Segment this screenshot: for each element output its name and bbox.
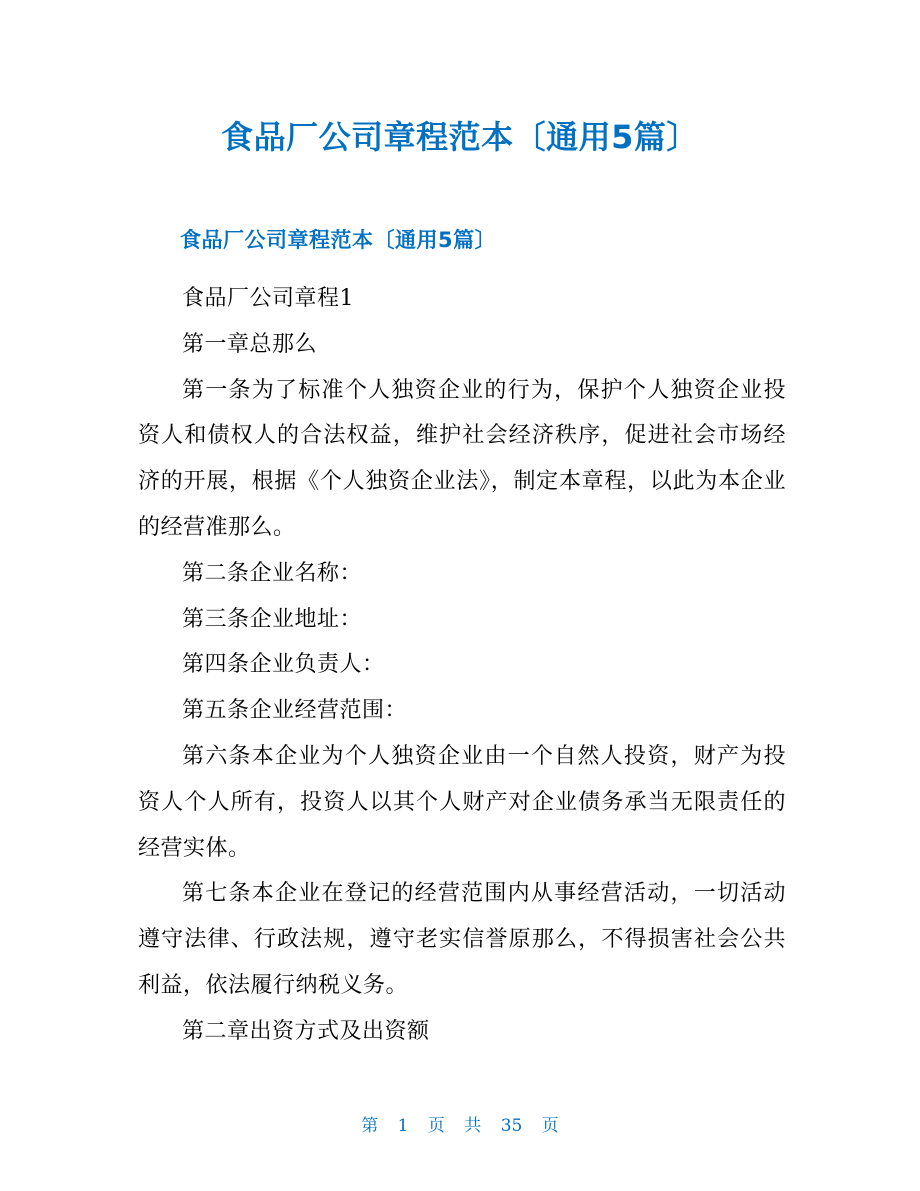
paragraph: 第五条企业经营范围： xyxy=(182,698,408,724)
paragraph: 第七条本企业在登记的经营范围内从事经营活动，一切活动遵守法律、行政法规，遵守老实信誉原那么，不得损害社会公共利益，依法履行纳税义务。 xyxy=(138,881,786,998)
paragraph: 第三条企业地址： xyxy=(182,606,363,632)
footer-page-word: 页 xyxy=(427,1116,445,1136)
document-subtitle: 食品厂公司章程范本〔通用5篇〕 xyxy=(180,228,497,252)
paragraph: 第二章出资方式及出资额 xyxy=(182,1018,430,1044)
paragraph: 第四条企业负责人： xyxy=(182,652,385,678)
footer-page-number: 1 xyxy=(397,1116,409,1136)
footer-total-pages: 35 xyxy=(500,1116,523,1136)
footer-prefix: 第 xyxy=(361,1116,379,1136)
paragraph: 第一章总那么 xyxy=(182,331,318,357)
footer-suffix: 页 xyxy=(541,1116,559,1136)
paragraph: 第六条本企业为个人独资企业由一个自然人投资，财产为投资人个人所有，投资人以其个人财产对企业债务承当无限责任的经营实体。 xyxy=(138,743,786,861)
paragraph: 食品厂公司章程1 xyxy=(182,286,354,311)
paragraph: 第一条为了标准个人独资企业的行为，保护个人独资企业投资人和债权人的合法权益，维护社会经济秩序，促进社会市场经济的开展，根据《个人独资企业法》，制定本章程，以此为本企业的经营准那么。 xyxy=(138,377,786,540)
document-title: 食品厂公司章程范本〔通用5篇〕 xyxy=(221,118,699,156)
paragraph: 第二条企业名称： xyxy=(182,560,363,586)
document-body xyxy=(138,276,786,1055)
page-footer xyxy=(0,1112,920,1140)
footer-total-word: 共 xyxy=(464,1116,482,1136)
